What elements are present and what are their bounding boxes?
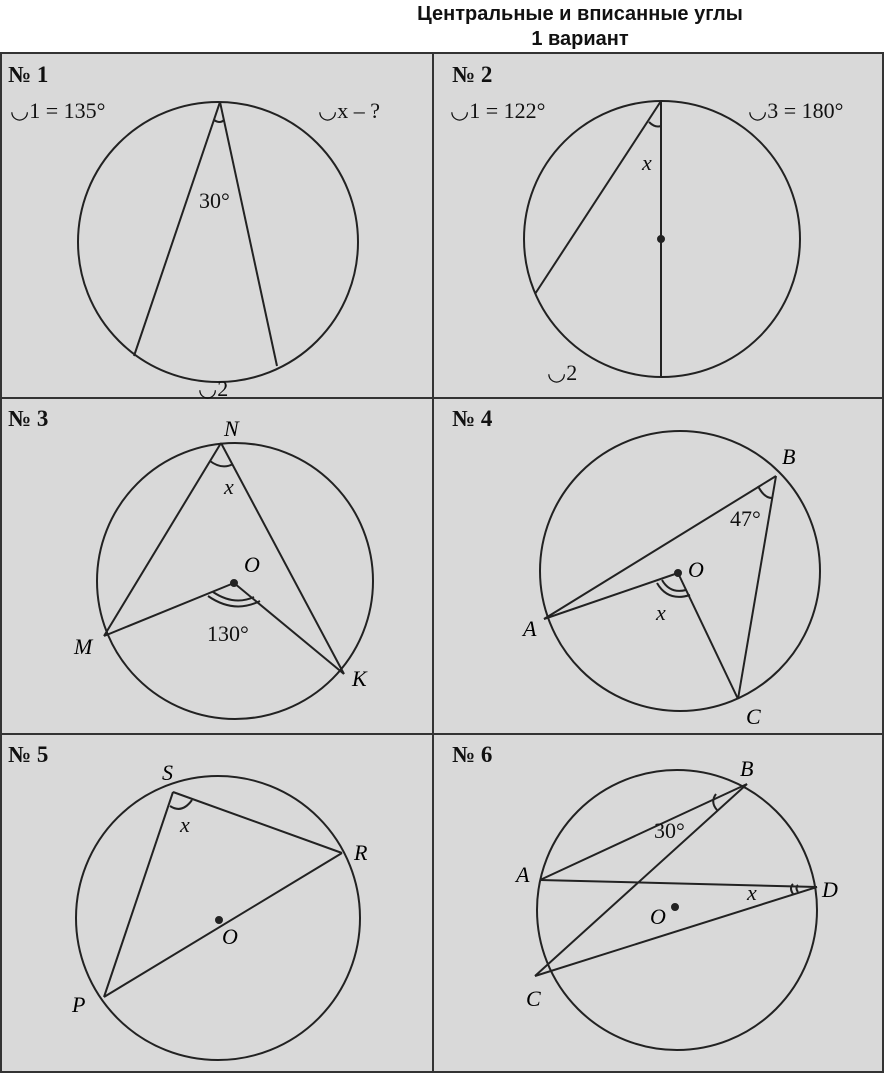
task-3-point-k: K <box>352 666 367 691</box>
task-1-number: № 1 <box>8 62 49 87</box>
task-4-center-point <box>675 570 681 576</box>
task-6-angle-arc-d-outer <box>791 884 793 894</box>
task-6-center-point <box>672 904 678 910</box>
task-4-point-b: B <box>782 444 796 469</box>
geometry-diagrams <box>2 54 882 1071</box>
task-2-arc-2-label: ◡2 <box>547 360 578 385</box>
worksheet-title <box>300 2 860 52</box>
task-4-number: № 4 <box>452 406 493 431</box>
task-6-point-b: B <box>740 756 754 781</box>
task-1-given-arc: ◡1 = 135° <box>10 98 106 123</box>
task-4-angle-x: x <box>656 600 666 625</box>
task-2-arc-3-label: ◡3 = 180° <box>748 98 844 123</box>
task-3-point-n: N <box>224 416 239 441</box>
task-4-angle-arc-b <box>758 486 772 498</box>
task-4-point-o: O <box>688 557 704 582</box>
task-5-angle-arc-s <box>170 800 192 809</box>
task-5-point-r: R <box>354 840 368 865</box>
task-2-arc-1-label: ◡1 = 122° <box>450 98 546 123</box>
task-5-point-o: O <box>222 924 238 949</box>
task-5-number: № 5 <box>8 742 49 767</box>
task-2-chord <box>535 101 661 294</box>
task-1-angle-arc <box>214 120 224 122</box>
task-6-number: № 6 <box>452 742 493 767</box>
task-1 <box>78 102 358 382</box>
task-5 <box>76 776 360 1060</box>
task-1-circle <box>78 102 358 382</box>
task-5-angle-x: x <box>180 812 190 837</box>
task-1-angle-label: 30° <box>199 188 230 213</box>
task-3-point-o: O <box>244 552 260 577</box>
task-3-central-angle: 130° <box>207 621 249 646</box>
task-6-chord-ab <box>540 784 747 880</box>
task-6-chord-ad <box>540 880 817 887</box>
task-1-chord-right <box>220 102 277 366</box>
task-3-point-m: M <box>74 634 93 659</box>
task-6-point-c: C <box>526 986 541 1011</box>
task-6-angle-x: x <box>747 880 757 905</box>
task-4-radius-oc <box>678 573 738 699</box>
task-5-point-p: P <box>72 992 86 1017</box>
task-1-unknown-arc: ◡x – ? <box>318 98 380 123</box>
task-3-center-point <box>231 580 237 586</box>
task-2-number: № 2 <box>452 62 493 87</box>
task-2-angle-arc <box>649 122 661 127</box>
task-5-chord-sr <box>173 792 342 853</box>
task-5-point-s: S <box>162 760 173 785</box>
task-6-angle-arc-b <box>713 794 717 810</box>
task-3 <box>97 443 373 719</box>
task-6-point-o: O <box>650 904 666 929</box>
title-line-1: Центральные и вписанные углы <box>417 3 743 25</box>
task-1-arc-2-label: ◡2 <box>198 376 229 401</box>
task-4-point-a: A <box>523 616 537 641</box>
task-6-angle-arc-d-inner <box>797 885 799 892</box>
task-5-center-point <box>216 917 222 923</box>
task-6-chord-cd <box>535 887 817 976</box>
task-4-point-c: C <box>746 704 761 729</box>
task-6 <box>535 770 817 1050</box>
task-2-center-point <box>658 236 664 242</box>
task-3-number: № 3 <box>8 406 49 431</box>
task-4 <box>540 431 820 711</box>
task-5-chord-sp <box>104 792 173 997</box>
task-1-chord-left <box>134 102 220 356</box>
title-line-2: 1 вариант <box>531 28 629 50</box>
task-3-angle-x: x <box>224 474 234 499</box>
task-3-angle-arc-n <box>210 461 233 466</box>
task-3-chord-nm <box>104 443 221 636</box>
task-2-angle-label: x <box>642 150 652 175</box>
task-6-given-angle: 30° <box>654 818 685 843</box>
task-4-given-angle: 47° <box>730 506 761 531</box>
task-6-point-a: A <box>516 862 530 887</box>
worksheet-grid <box>0 52 884 1073</box>
task-2 <box>524 101 800 377</box>
task-3-radius-ok <box>234 583 344 674</box>
task-4-chord-ab <box>544 476 776 619</box>
task-6-point-d: D <box>822 877 838 902</box>
